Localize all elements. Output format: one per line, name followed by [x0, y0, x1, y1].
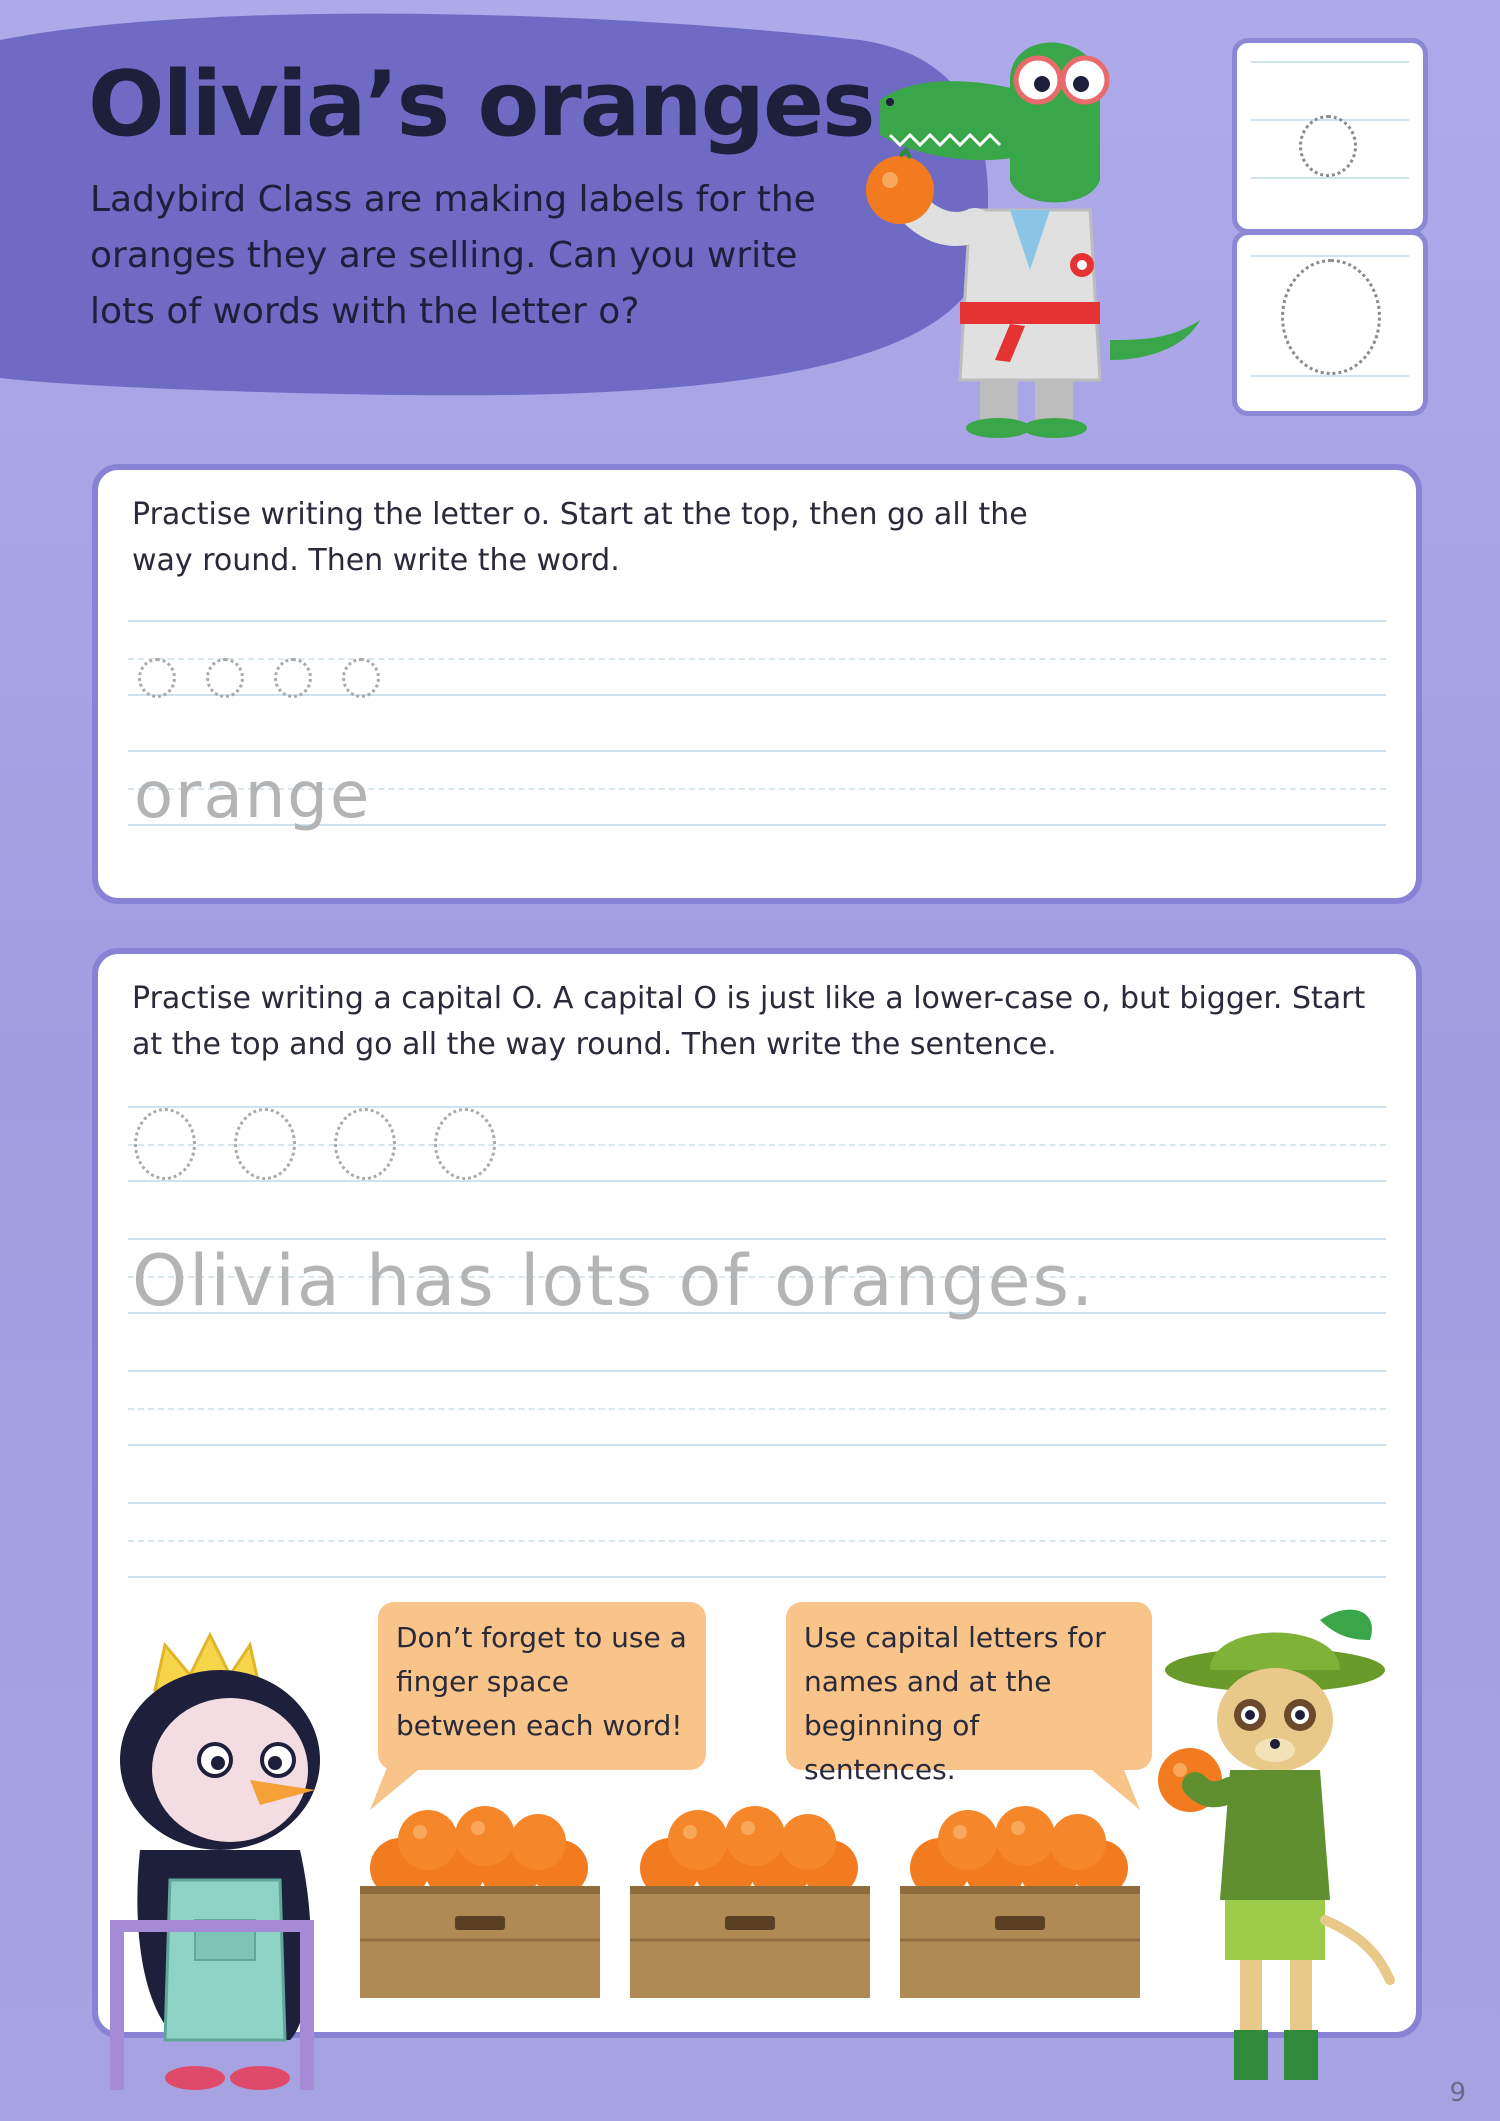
orange-crates — [360, 1790, 1160, 2010]
page-number: 9 — [1449, 2078, 1466, 2108]
writing-lines-1 — [128, 620, 1386, 880]
lowercase-instruction: Practise writing the letter o. Start at the top, then go all the way round. Then write the word. — [132, 497, 1028, 578]
penguin-character — [100, 1620, 360, 2100]
meerkat-character — [1150, 1600, 1400, 2100]
trace-o-1[interactable] — [138, 658, 176, 698]
crocodile-character — [860, 40, 1220, 440]
trace-o-2[interactable] — [206, 658, 244, 698]
capital-instruction: Practise writing a capital O. A capital O is just like a lower-case o, but bigger. Start at the top and go all the way round. Then write the sentence. — [132, 981, 1366, 1062]
trace-capital-o-1[interactable] — [134, 1108, 196, 1180]
trace-guide-capital-o — [1281, 259, 1381, 375]
trace-word-orange[interactable]: orange — [134, 759, 372, 833]
speech-bubble-capital-letters — [786, 1602, 1152, 1786]
guide-box-capital-o — [1232, 230, 1428, 416]
trace-capital-o-2[interactable] — [234, 1108, 296, 1180]
speech-bubble-finger-space — [378, 1602, 706, 1770]
trace-capital-o-3[interactable] — [334, 1108, 396, 1180]
trace-o-4[interactable] — [342, 658, 380, 698]
page-title: Olivia’s oranges — [88, 52, 874, 157]
lowercase-practice-panel — [92, 464, 1422, 904]
trace-capital-o-4[interactable] — [434, 1108, 496, 1180]
guide-box-lowercase-o — [1232, 38, 1428, 234]
intro-text: Ladybird Class are making labels for the oranges they are selling. Can you write lots of words with the letter o? — [90, 179, 816, 332]
trace-sentence[interactable]: Olivia has lots of oranges. — [132, 1240, 1096, 1322]
trace-guide-o — [1299, 115, 1357, 177]
bubble-right-text: Use capital letters for names and at the beginning of sentences. — [804, 1621, 1106, 1786]
trace-o-3[interactable] — [274, 658, 312, 698]
bubble-left-text: Don’t forget to use a finger space between each word! — [396, 1621, 687, 1742]
